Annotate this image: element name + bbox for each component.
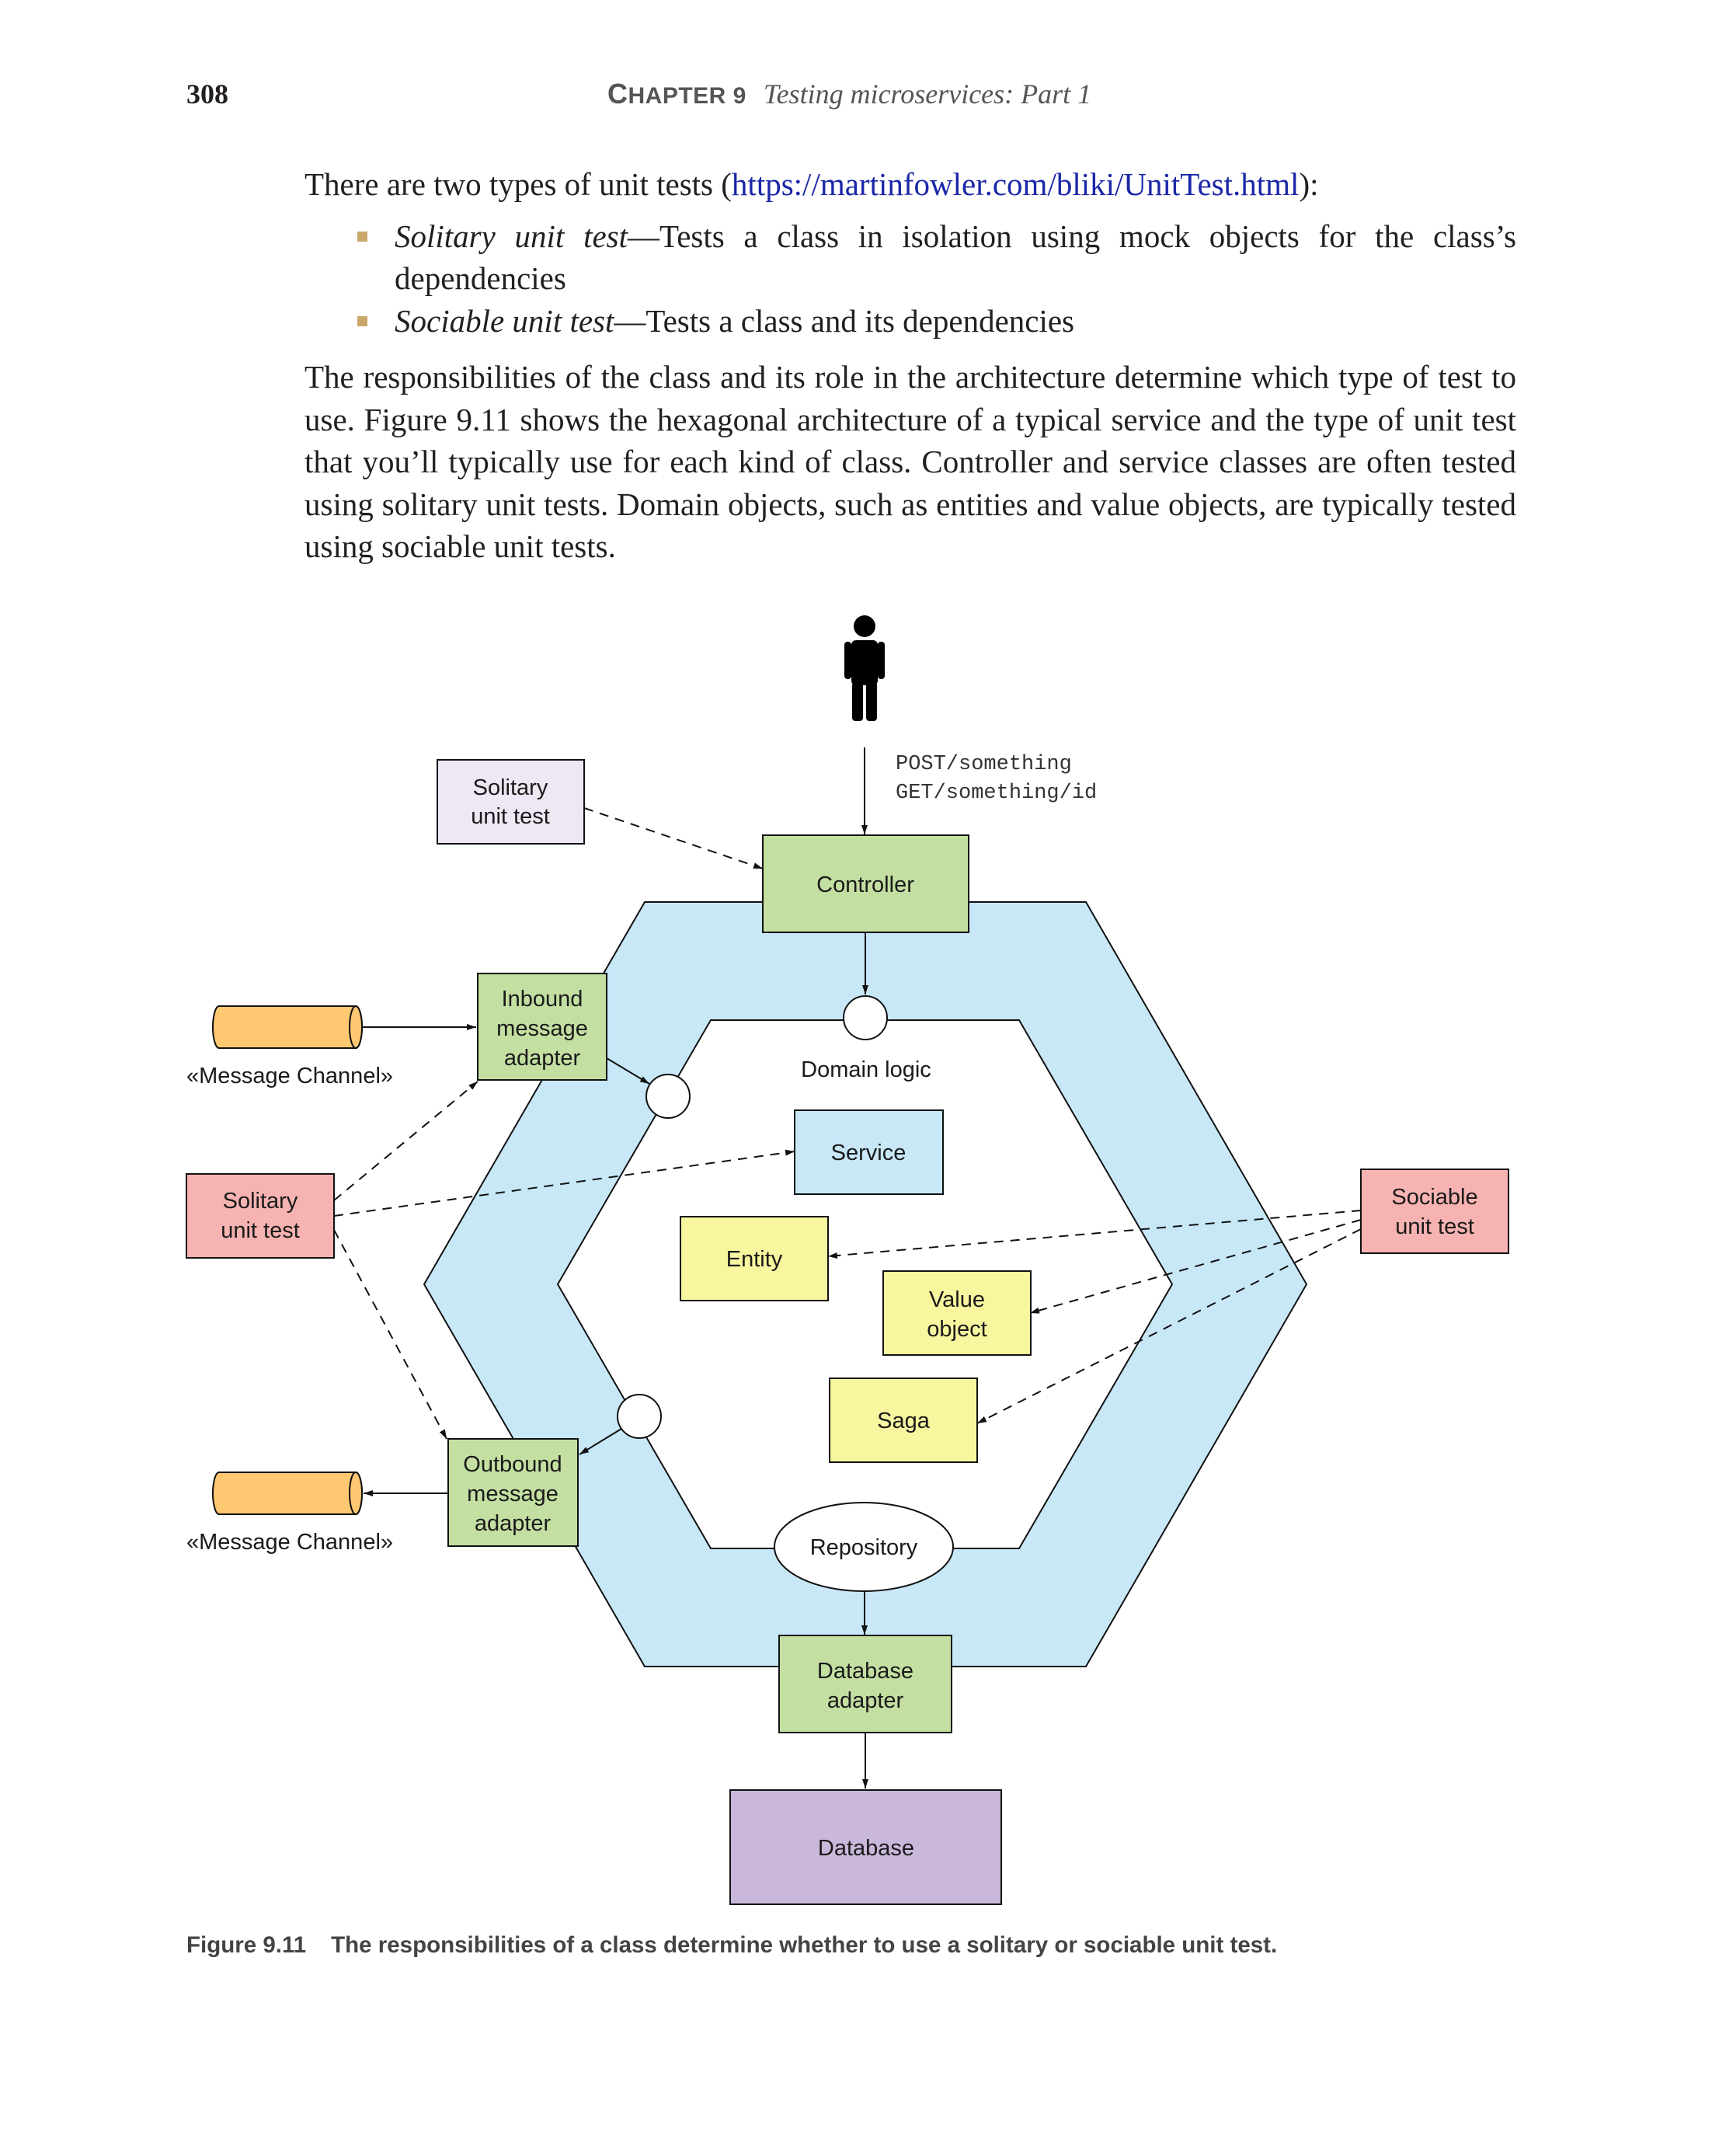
solitary-unit-test-top-label: Solitary [472, 775, 548, 800]
value-object-label: Value [928, 1287, 986, 1312]
sociable-unit-test-label: Sociable [1391, 1185, 1478, 1210]
figure-caption-text: The responsibilities of a class determine whether to use a solitary or sociable unit test. [331, 1932, 1278, 1958]
service-label: Service [830, 1141, 906, 1165]
solitary-to-outbound-arrow [334, 1230, 447, 1439]
intro-sentence: There are two types of unit tests (https://martinfowler.com/bliki/UnitTest.html): [304, 166, 1319, 202]
solitary-to-inbound-arrow [334, 1081, 478, 1200]
svg-text:message: message [496, 1016, 588, 1041]
svg-text:unit test: unit test [1395, 1214, 1474, 1239]
svg-text:unit test: unit test [221, 1218, 300, 1243]
list-item: Solitary unit test—Tests a class in isolation using mock objects for the class’s dependencies [395, 215, 1516, 300]
solitary-unit-test-top-box [437, 760, 584, 844]
chapter-label: CHAPTER 9 [607, 78, 746, 110]
svg-text:unit test: unit test [471, 804, 550, 829]
sociable-unit-test-box [1361, 1169, 1508, 1253]
user-icon [844, 615, 885, 721]
svg-text:message: message [467, 1482, 559, 1506]
inbound-message-adapter-label: Inbound [501, 987, 583, 1012]
inbound-port [646, 1075, 690, 1118]
solitary-term: Solitary unit test [395, 218, 628, 254]
outbound-message-adapter-label: Outbound [463, 1452, 562, 1477]
repository-label: Repository [809, 1535, 918, 1560]
controller-port [844, 996, 887, 1040]
architecture-paragraph: The responsibilities of the class and its role in the architecture determine which type of test to use. Figure 9.11 shows the hexagonal architecture of a typical service and the type of unit test that you’ll typically use for each kind of class. Controller and service classes are often tested using solitary unit tests. Domain objects, such as entities and value objects, are typically tested using sociable unit tests. [304, 359, 1516, 564]
sociable-term: Sociable unit test [395, 302, 614, 339]
value-object-box [883, 1271, 1031, 1355]
svg-text:adapter: adapter [503, 1046, 581, 1071]
entity-label: Entity [726, 1247, 783, 1272]
list-item: Sociable unit test—Tests a class and its dependencies [395, 300, 1516, 343]
http-endpoint-post: POST/something [896, 753, 1072, 776]
page-number: 308 [186, 78, 228, 110]
svg-text:adapter: adapter [474, 1511, 552, 1536]
message-channel-top [213, 1006, 362, 1048]
database-label: Database [817, 1836, 915, 1861]
solitary-to-controller-arrow [584, 808, 763, 869]
message-channel-bottom [213, 1472, 362, 1514]
http-endpoint-get: GET/something/id [896, 782, 1098, 805]
svg-text:adapter: adapter [826, 1688, 904, 1713]
message-channel-top-label: «Message Channel» [186, 1064, 394, 1088]
svg-text:object: object [927, 1317, 987, 1342]
controller-label: Controller [816, 873, 914, 897]
outbound-port [618, 1395, 661, 1438]
chapter-title: Testing microservices: Part 1 [763, 78, 1092, 110]
message-channel-bottom-label: «Message Channel» [186, 1530, 394, 1555]
domain-logic-label: Domain logic [801, 1057, 931, 1082]
figure-caption [186, 1932, 1277, 1959]
saga-label: Saga [877, 1409, 930, 1433]
database-adapter-label: Database [816, 1659, 914, 1684]
figure-label: Figure 9.11 [186, 1932, 307, 1958]
martinfowler-link[interactable]: https://martinfowler.com/bliki/UnitTest.html [731, 166, 1300, 202]
solitary-unit-test-left-box [186, 1174, 334, 1258]
solitary-unit-test-left-label: Solitary [222, 1189, 298, 1214]
database-adapter-box [779, 1635, 952, 1733]
